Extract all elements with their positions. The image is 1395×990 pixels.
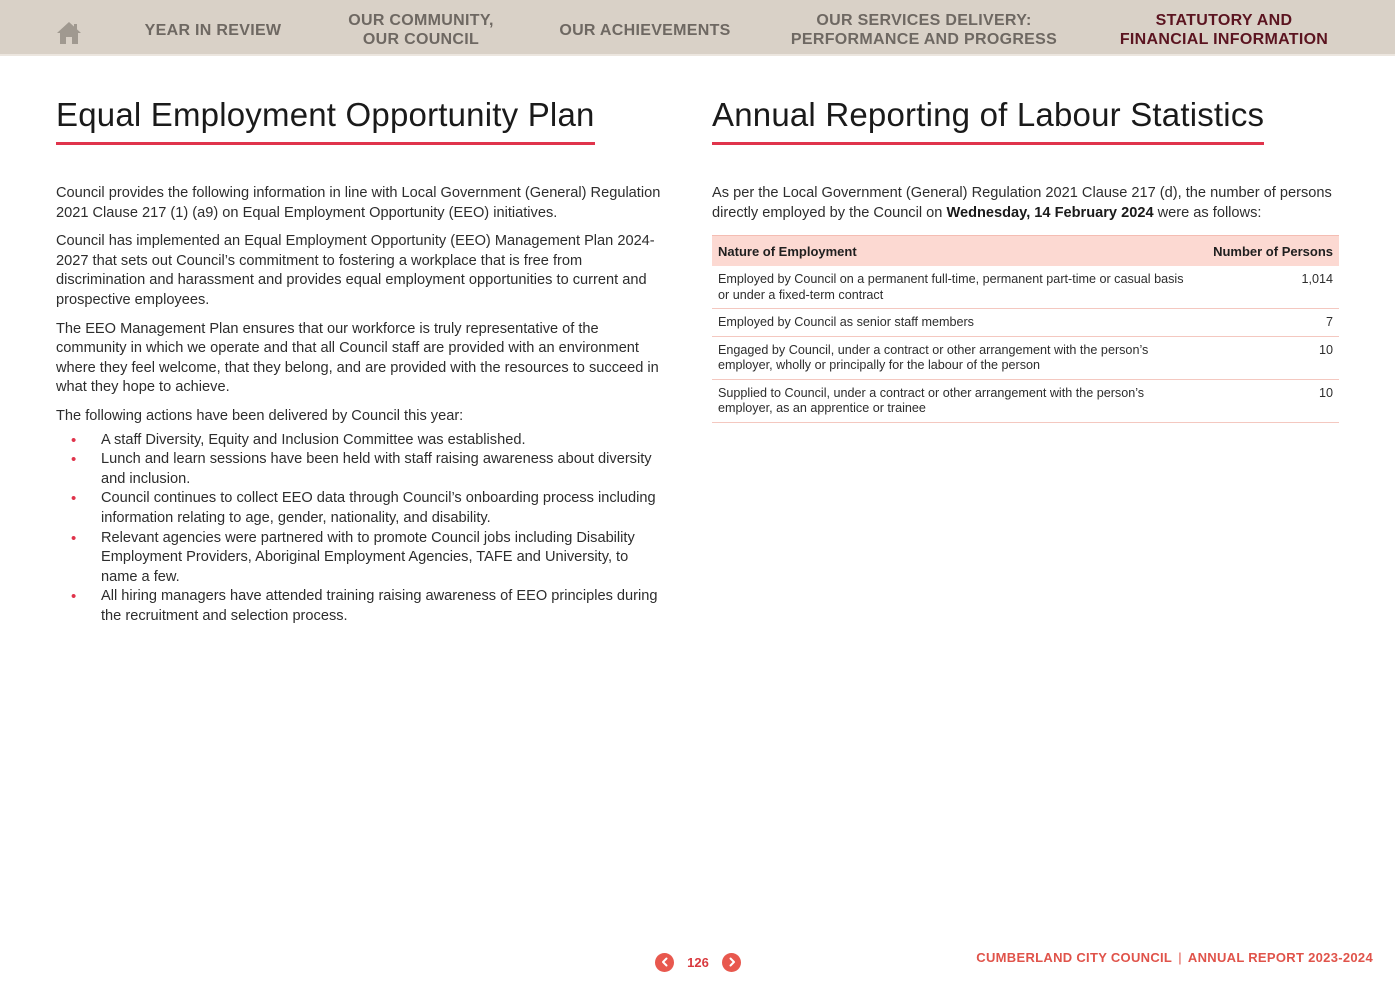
list-item bbox=[56, 450, 666, 489]
page-navigation bbox=[655, 952, 741, 972]
paragraph: Council provides the following information in line with Local Government (General) Regulation 2021 Clause 217 (1) (a9) on Equal Employment Opportunity (EEO) initiatives. bbox=[56, 185, 661, 221]
bullet-icon: • bbox=[71, 529, 77, 547]
nav-label: OUR SERVICES DELIVERY: PERFORMANCE AND PROGRESS bbox=[790, 12, 1058, 48]
count-cell: 10 bbox=[1194, 336, 1339, 379]
bullet-icon: • bbox=[71, 431, 77, 449]
column-header-count: Number of Persons bbox=[1194, 236, 1339, 267]
table-row bbox=[712, 379, 1339, 422]
paragraph: The following actions have been delivered by Council this year: bbox=[56, 407, 464, 424]
page-number: 126 bbox=[687, 954, 709, 970]
table-row bbox=[712, 309, 1339, 337]
list-item-text: Relevant agencies were partnered with to promote Council jobs including Disability Employment Providers, Aboriginal Employment Agencies, TAFE and University, to name a few. bbox=[101, 529, 635, 585]
eeo-plan-body bbox=[56, 184, 666, 626]
footer-separator: | bbox=[1178, 950, 1182, 965]
eeo-plan-heading: Equal Employment Opportunity Plan bbox=[56, 96, 595, 145]
bullet-icon: • bbox=[71, 588, 77, 606]
nav-our-achievements[interactable] bbox=[545, 0, 745, 54]
paragraph: The EEO Management Plan ensures that our workforce is truly representative of the community in which we operate and that all Council staff are provided with an environment where they feel welcome, that they belong, and are provided with the resources to succeed in what they hope to achieve. bbox=[56, 320, 659, 396]
intro-text: As per the Local Government (General) Regulation 2021 Clause 217 (d), the number of persons directly employed by the Council on bbox=[712, 185, 1332, 221]
count-cell: 7 bbox=[1194, 309, 1339, 337]
report-title: ANNUAL REPORT 2023-2024 bbox=[1187, 950, 1373, 965]
intro-paragraph bbox=[712, 184, 1348, 223]
list-item-text: A staff Diversity, Equity and Inclusion Committee was established. bbox=[101, 431, 526, 448]
paragraph: Council has implemented an Equal Employment Opportunity (EEO) Management Plan 2024-2027 that sets out Council’s commitment to fostering a workplace that is free from discrimination and harassment and provides equal employment opportunities to current and prospective employees. bbox=[56, 233, 655, 308]
list-item-text: All hiring managers have attended training raising awareness of EEO principles during the recruitment and selection process. bbox=[101, 588, 658, 624]
nav-label: YEAR IN REVIEW bbox=[144, 21, 282, 39]
top-navigation bbox=[0, 0, 1395, 56]
nav-year-in-review[interactable] bbox=[130, 0, 296, 54]
council-name: CUMBERLAND CITY COUNCIL bbox=[976, 950, 1173, 965]
nav-our-services-delivery[interactable] bbox=[775, 0, 1073, 54]
nature-cell: Supplied to Council, under a contract or other arrangement with the person’s employer, as an apprentice or trainee bbox=[712, 379, 1194, 422]
list-item-text: Lunch and learn sessions have been held with staff raising awareness about diversity and inclusion. bbox=[101, 451, 652, 487]
list-item bbox=[56, 489, 666, 528]
census-date: Wednesday, 14 February 2024 bbox=[946, 204, 1154, 221]
list-item bbox=[56, 529, 666, 588]
bullet-icon: • bbox=[71, 490, 77, 508]
nav-label: STATUTORY AND FINANCIAL INFORMATION bbox=[1119, 12, 1329, 48]
nav-label: OUR ACHIEVEMENTS bbox=[559, 21, 731, 39]
list-item bbox=[56, 431, 666, 451]
count-cell: 10 bbox=[1194, 379, 1339, 422]
nature-cell: Employed by Council as senior staff members bbox=[712, 309, 1194, 337]
table-header-row bbox=[712, 236, 1339, 267]
list-item-text: Council continues to collect EEO data through Council’s onboarding process including information relating to age, gender, nationality, and disability. bbox=[101, 490, 656, 526]
list-item bbox=[56, 587, 666, 626]
chevron-left-icon[interactable] bbox=[655, 953, 674, 972]
intro-text-end: were as follows: bbox=[1153, 204, 1262, 221]
nav-label: OUR COMMUNITY, OUR COUNCIL bbox=[348, 12, 494, 48]
nav-statutory-financial-information[interactable] bbox=[1098, 0, 1350, 54]
labour-statistics-intro bbox=[712, 184, 1348, 232]
home-icon[interactable] bbox=[55, 20, 83, 46]
nature-cell: Employed by Council on a permanent full-time, permanent part-time or casual basis or under a fixed-term contract bbox=[712, 266, 1194, 309]
chevron-right-icon[interactable] bbox=[722, 953, 741, 972]
bullet-icon: • bbox=[71, 451, 77, 469]
nature-cell: Engaged by Council, under a contract or other arrangement with the person’s employer, wholly or principally for the labour of the person bbox=[712, 336, 1194, 379]
column-header-nature: Nature of Employment bbox=[712, 236, 1194, 267]
count-cell: 1,014 bbox=[1194, 266, 1339, 309]
actions-list bbox=[56, 431, 666, 627]
footer-branding bbox=[976, 950, 1373, 965]
table-row bbox=[712, 336, 1339, 379]
nav-our-community-our-council[interactable] bbox=[330, 0, 512, 54]
labour-statistics-table bbox=[712, 235, 1339, 423]
table-row bbox=[712, 266, 1339, 309]
labour-statistics-heading: Annual Reporting of Labour Statistics bbox=[712, 96, 1264, 145]
